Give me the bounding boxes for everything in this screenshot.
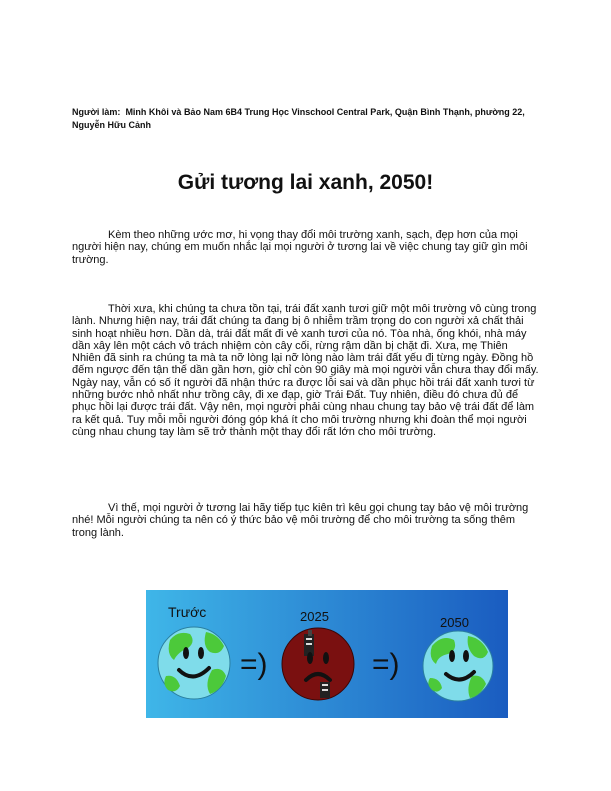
label-future: 2050 — [440, 615, 469, 630]
page-title: Gửi tương lai xanh, 2050! — [177, 171, 434, 194]
equals-symbol-1: =) — [240, 648, 268, 681]
earth-illustration — [146, 590, 508, 718]
paragraph-body: Thời xưa, khi chúng ta chưa tồn tại, trái đất xanh tươi giữ một môi trường vô cùng trong lành. Nhưng hiện nay, trái đất chúng ta đang bị ô nhiễm trầm trọng do con người xả chất thải sinh hoạt nhiều hơn. Dần dà, trái đất mất đi vẻ xanh tươi của nó. Tòa nhà, ống khói, nhà máy dần xây lên một cách vô trách nhiệm còn cây cối, rừng rậm dần bị chặt đi. Xưa, mẹ Thiên Nhiên đã sinh ra chúng ta mà ta nỡ lòng lại nỡ lòng nào làm trái đất yếu đi từng ngày. Đồng hồ đếm ngược đến tận thế dần gần hơn, giờ chỉ còn 90 giây mà mọi người vẫn chưa thay đổi mấy. Ngày nay, vẫn có số ít người đã nhận thức ra được lỗi sai và dần phục hồi trái đất xanh tươi từ những bước nhỏ nhất như trồng cây, đi xe đạp, giờ Trái Đất. Tuy nhiên, điều đó chưa đủ để phục hồi lại được trái đất. Vậy nên, mọi người phải cùng nhau chung tay bảo vệ trái đất để làm ra kết quả. Tuy mỗi mỗi người đóng góp khá ít cho môi trường nhưng khi đoàn thể mọi người cùng nhau chung tay làm sẽ trở thành một thay đổi rất lớn cho môi trường. — [72, 303, 539, 438]
label-present: 2025 — [300, 609, 329, 624]
paragraph-intro: Kèm theo những ước mơ, hi vọng thay đổi môi trường xanh, sạch, đẹp hơn của mọi người hiện nay, chúng em muốn nhắc lại mọi người ở tương lai về việc chung tay giữ gìn môi trường. — [72, 229, 528, 266]
earth-present — [282, 628, 354, 700]
equals-symbol-2: =) — [372, 648, 400, 681]
earth-before — [158, 627, 230, 699]
paragraph-conclusion: Vì thế, mọi người ở tương lai hãy tiếp tục kiên trì kêu gọi chung tay bảo vệ môi trường nhé! Mỗi người chúng ta nên có ý thức bảo vệ môi trường để cho môi trường ta sống thêm trong lành. — [72, 502, 529, 539]
author-label: Người làm: — [72, 107, 121, 117]
label-before: Trước — [168, 604, 207, 620]
earth-future — [423, 631, 493, 701]
author-detail: Minh Khôi và Bảo Nam 6B4 Trung Học Vinschool Central Park, Quận Bình Thạnh, phường 22, Nguyễn Hữu Cảnh — [72, 107, 525, 130]
author-line — [72, 106, 542, 132]
